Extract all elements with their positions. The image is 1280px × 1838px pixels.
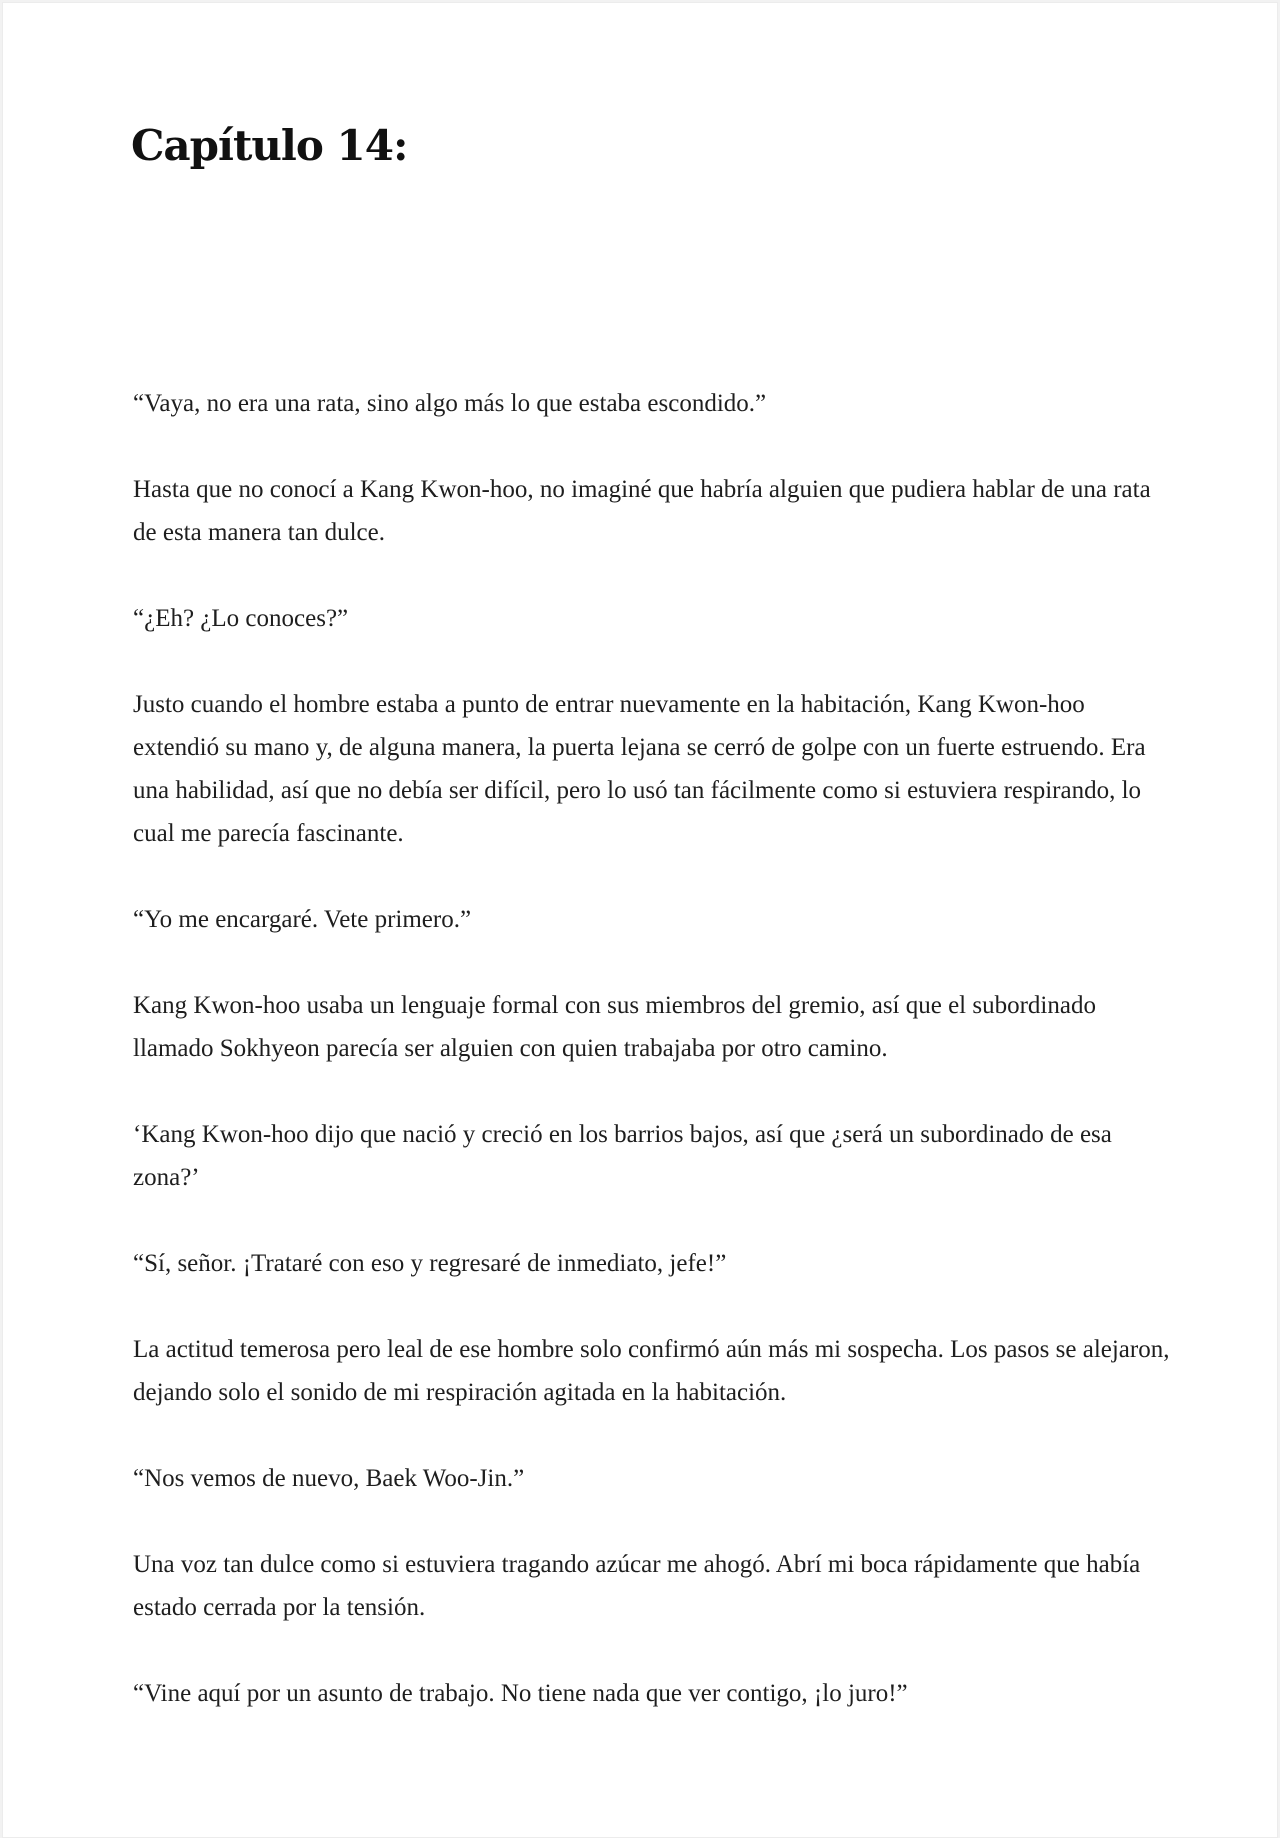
paragraph: “Nos vemos de nuevo, Baek Woo-Jin.” xyxy=(133,1465,525,1492)
paragraph: Justo cuando el hombre estaba a punto de entrar nuevamente en la habitación, Kang Kwon-hoo extendió su mano y, de alguna manera, la puerta lejana se cerró de golpe con un fuerte estruendo. Era una habilidad, así que no debía ser difícil, pero lo usó tan fácilmente como si estuviera respirando, lo cual me parecía fascinante. xyxy=(133,691,1146,847)
chapter-title: Capítulo 14: xyxy=(131,121,408,170)
paragraph: La actitud temerosa pero leal de ese hombre solo confirmó aún más mi sospecha. Los pasos se alejaron, dejando solo el sonido de mi respiración agitada en la habitación. xyxy=(133,1336,1170,1406)
paragraph: ‘Kang Kwon-hoo dijo que nació y creció en los barrios bajos, así que ¿será un subordinado de esa zona?’ xyxy=(133,1121,1112,1191)
paragraph: Hasta que no conocí a Kang Kwon-hoo, no imaginé que habría alguien que pudiera hablar de una rata de esta manera tan dulce. xyxy=(133,476,1151,546)
paragraph: “¿Eh? ¿Lo conoces?” xyxy=(133,605,349,632)
paragraph: Kang Kwon-hoo usaba un lenguaje formal con sus miembros del gremio, así que el subordinado llamado Sokhyeon parecía ser alguien con quien trabajaba por otro camino. xyxy=(133,992,1096,1062)
document-page xyxy=(2,2,1278,1838)
paragraph: “Vine aquí por un asunto de trabajo. No tiene nada que ver contigo, ¡lo juro!” xyxy=(133,1680,908,1707)
chapter-body xyxy=(133,382,1173,1758)
paragraph: “Sí, señor. ¡Trataré con eso y regresaré de inmediato, jefe!” xyxy=(133,1250,727,1277)
paragraph: “Vaya, no era una rata, sino algo más lo que estaba escondido.” xyxy=(133,390,767,417)
paragraph: Una voz tan dulce como si estuviera tragando azúcar me ahogó. Abrí mi boca rápidamente que había estado cerrada por la tensión. xyxy=(133,1551,1141,1621)
paragraph: “Yo me encargaré. Vete primero.” xyxy=(133,906,472,933)
